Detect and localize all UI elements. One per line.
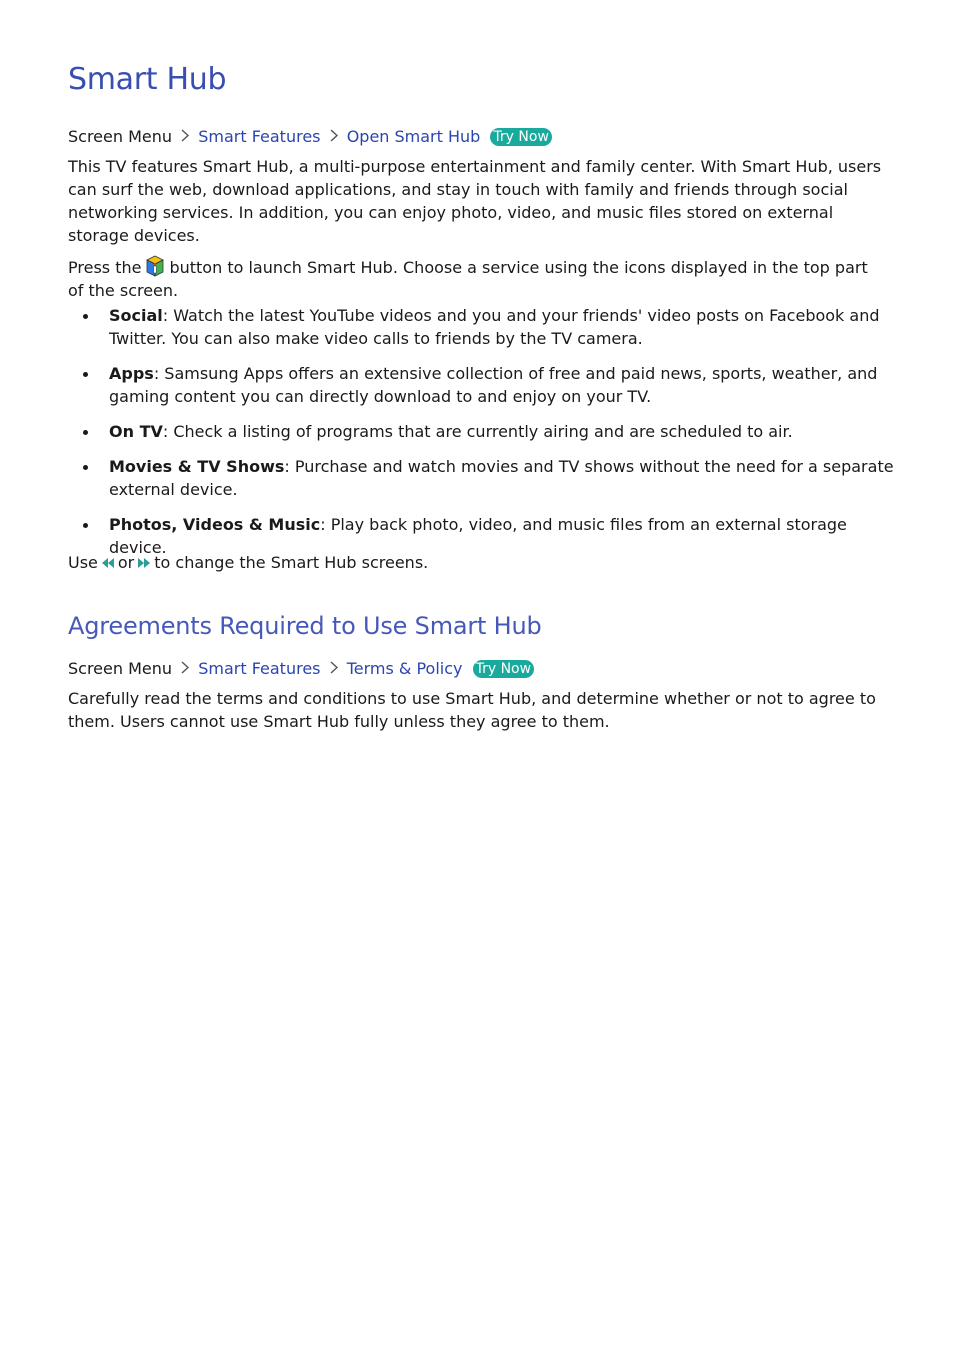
breadcrumb-root: Screen Menu: [68, 659, 173, 678]
use-text-or: or: [117, 553, 135, 572]
list-item-apps: [68, 362, 898, 408]
service-list: [68, 304, 898, 571]
term-photos-videos-music: Photos, Videos & Music: [109, 515, 321, 534]
desc-on-tv: : Check a listing of programs that are currently airing and are scheduled to air.: [162, 422, 793, 441]
breadcrumb-root: Screen Menu: [68, 127, 173, 146]
fast-forward-icon: [137, 551, 151, 574]
press-button-paragraph: [68, 255, 888, 300]
agreements-paragraph: Carefully read the terms and conditions to use Smart Hub, and determine whether or not to agree to them. Users cannot use Smart Hub fully unless they agree to them.: [68, 689, 876, 731]
page-title: Smart Hub: [68, 62, 227, 97]
bullet-dot: [83, 523, 88, 528]
breadcrumb-open-smart-hub[interactable]: Open Smart Hub: [346, 127, 481, 146]
try-now-button[interactable]: Try Now: [473, 660, 534, 678]
use-text-after: to change the Smart Hub screens.: [154, 553, 429, 572]
breadcrumb-smart-features[interactable]: Smart Features: [198, 659, 321, 678]
press-text-before: Press the: [68, 258, 142, 277]
desc-apps: : Samsung Apps offers an extensive collection of free and paid news, sports, weather, and gaming content you can directly download to and enjoy on your TV.: [109, 364, 878, 406]
desc-social: : Watch the latest YouTube videos and you and your friends' video posts on Facebook and Twitter. You can also make video calls to friends by the TV camera.: [109, 306, 880, 348]
breadcrumb: [68, 658, 534, 680]
desc-movies-tv-shows: : Purchase and watch movies and TV shows without the need for a separate external device.: [109, 457, 894, 499]
bullet-dot: [83, 465, 88, 470]
term-apps: Apps: [109, 364, 154, 383]
smart-hub-icon: [145, 255, 165, 281]
list-item-social: [68, 304, 898, 350]
list-item-movies-tv-shows: [68, 455, 898, 501]
term-on-tv: On TV: [109, 422, 163, 441]
rewind-icon: [101, 551, 115, 574]
breadcrumb: [68, 126, 552, 148]
bullet-dot: [83, 430, 88, 435]
list-item-on-tv: [68, 420, 898, 443]
use-arrows-paragraph: [68, 551, 888, 574]
breadcrumb-smart-features[interactable]: Smart Features: [198, 127, 321, 146]
term-movies-tv-shows: Movies & TV Shows: [109, 457, 285, 476]
chevron-right-icon: [177, 126, 193, 148]
chevron-right-icon: [326, 126, 342, 148]
chevron-right-icon: [177, 658, 193, 680]
try-now-button[interactable]: Try Now: [490, 128, 551, 146]
press-text-after: button to launch Smart Hub. Choose a service using the icons displayed in the top part of the screen.: [68, 258, 868, 300]
use-text-before: Use: [68, 553, 98, 572]
intro-paragraph: This TV features Smart Hub, a multi-purpose entertainment and family center. With Smart Hub, users can surf the web, download applications, and stay in touch with family and friends through social networking services. In addition, you can enjoy photo, video, and music files stored on external storage devices.: [68, 157, 882, 245]
bullet-dot: [83, 314, 88, 319]
bullet-dot: [83, 372, 88, 377]
desc-photos-videos-music: : Play back photo, video, and music files from an external storage device.: [109, 515, 847, 557]
breadcrumb-terms-policy[interactable]: Terms & Policy: [346, 659, 463, 678]
chevron-right-icon: [326, 658, 342, 680]
term-social: Social: [109, 306, 163, 325]
section-title-agreements: Agreements Required to Use Smart Hub: [68, 612, 542, 640]
